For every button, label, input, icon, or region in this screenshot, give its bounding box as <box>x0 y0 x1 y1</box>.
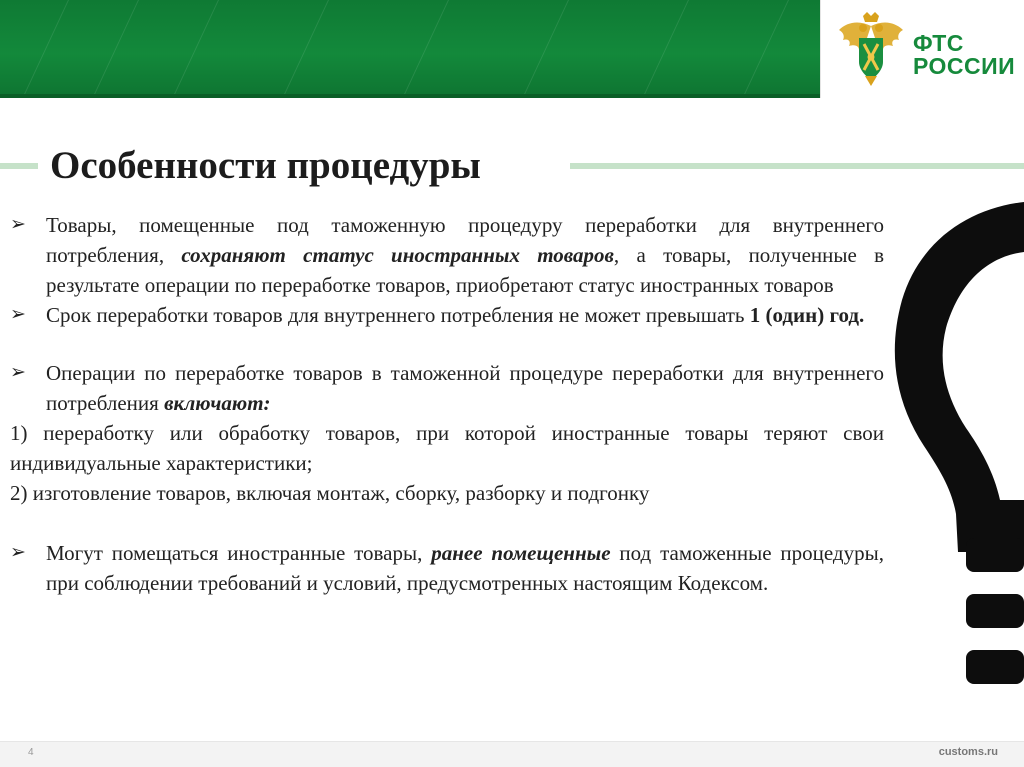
arrow-bullet-icon: ➢ <box>10 362 26 383</box>
bullet-item: ➢ Операции по переработке товаров в таможенной процедуре переработки для внутреннего потребления включают: <box>10 358 884 418</box>
numbered-item: 2) изготовление товаров, включая монтаж, сборку, разборку и подгонку <box>10 481 650 505</box>
numbered-item: 1) переработку или обработку товаров, при которой иностранные товары теряют свои индивидуальные характеристики; <box>10 421 884 475</box>
title-divider-right <box>570 163 1024 169</box>
arrow-bullet-icon: ➢ <box>10 304 26 325</box>
double-headed-eagle-emblem-icon <box>833 10 909 88</box>
title-row <box>0 138 1024 194</box>
header-band <box>0 0 820 98</box>
bullet-item: ➢ Могут помещаться иностранные товары, ранее помещенные под таможенные процедуры, при соблюдении требований и условий, предусмотренных настоящим Кодексом. <box>10 538 884 598</box>
arrow-bullet-icon: ➢ <box>10 542 26 563</box>
site-link[interactable]: customs.ru <box>938 746 998 758</box>
page-title: Особенности процедуры <box>50 144 481 187</box>
brand-line-1: ФТС <box>913 30 964 56</box>
fts-brand-text <box>913 32 1015 78</box>
slide-number: 4 <box>28 747 34 758</box>
footer-bar <box>0 741 1024 767</box>
slide-content <box>10 210 884 598</box>
fts-logo <box>820 0 1024 98</box>
lightbulb-icon <box>880 200 1024 690</box>
title-divider-left <box>0 163 38 169</box>
bullet-item: ➢ Срок переработки товаров для внутреннего потребления не может превышать 1 (один) год. <box>10 300 884 330</box>
brand-line-2: РОССИИ <box>913 53 1016 79</box>
bullet-item: ➢ Товары, помещенные под таможенную процедуру переработки для внутреннего потребления, сохраняют статус иностранных товаров, а товары, полученные в результате операции по переработке товаров, приобретают статус иностранных товаров <box>10 210 884 300</box>
arrow-bullet-icon: ➢ <box>10 214 26 235</box>
